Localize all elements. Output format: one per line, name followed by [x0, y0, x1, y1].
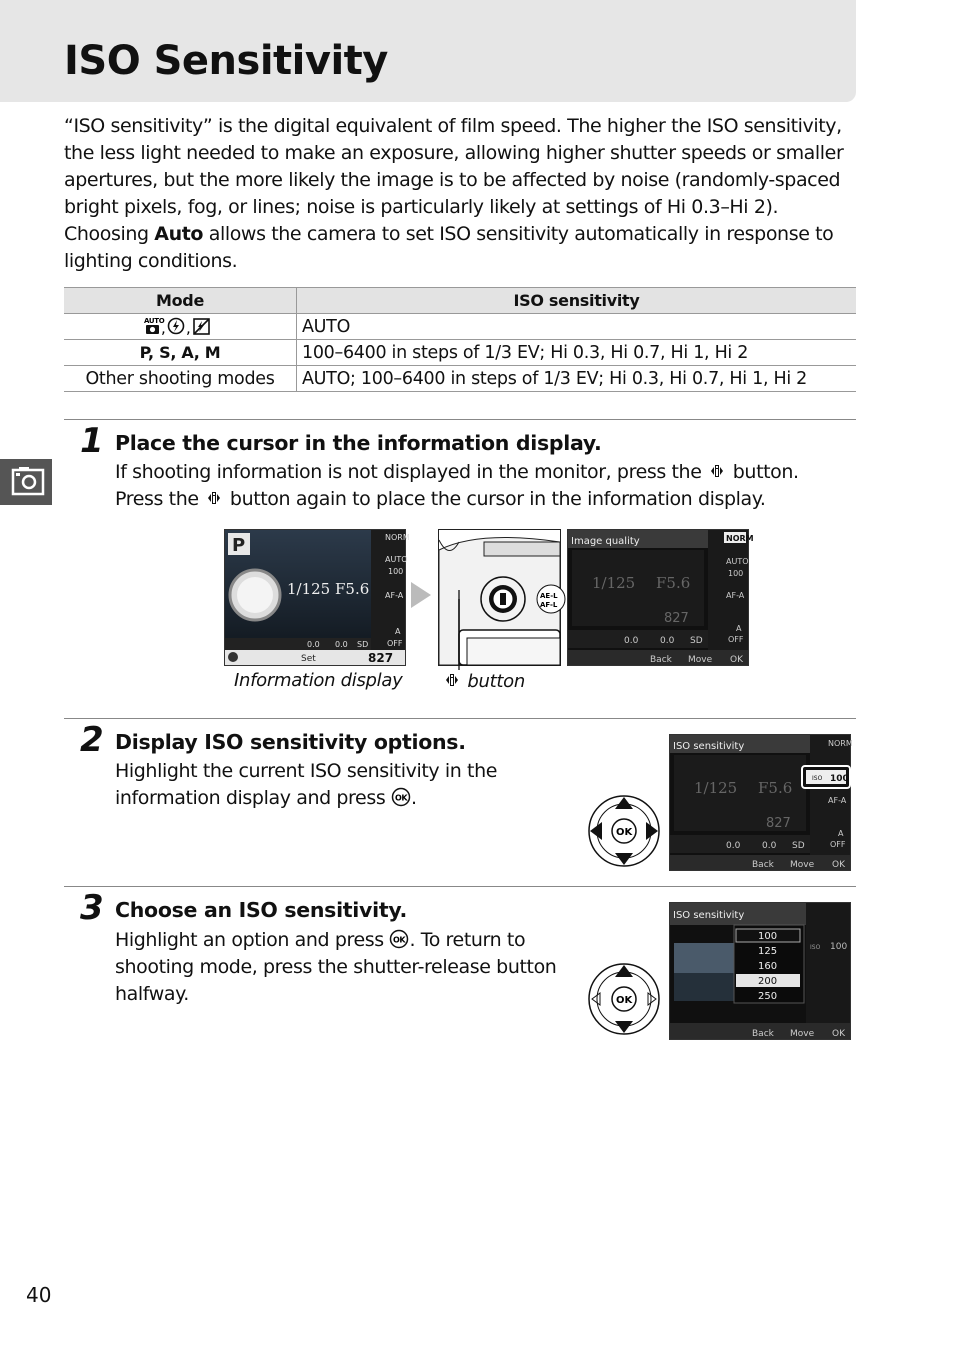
- table-cell-iso: AUTO; 100–6400 in steps of 1/3 EV; Hi 0.3, Hi 0.7, Hi 1, Hi 2: [297, 366, 857, 392]
- ok-label: OK: [832, 1029, 845, 1039]
- side-adl: A: [395, 627, 401, 636]
- move-label: Move: [790, 1029, 815, 1039]
- bottom-val-1: 0.0: [726, 841, 741, 851]
- camera-icon: [0, 459, 52, 505]
- step-2-number: 2: [80, 720, 103, 760]
- bottom-val-2: 0.0: [335, 640, 348, 649]
- iso-value-highlight: 100: [830, 774, 849, 784]
- shutter-dim: 1/125: [694, 779, 738, 797]
- intro-auto-bold: Auto: [154, 223, 204, 245]
- step-3-text-b: . To return to: [409, 929, 526, 951]
- side-adl: A: [736, 624, 742, 633]
- iso-option[interactable]: 250: [758, 991, 778, 1002]
- frames-dim: 827: [664, 611, 689, 626]
- side-qual: NORM: [828, 739, 853, 748]
- no-flash-icon: [194, 319, 209, 334]
- ae-l-label: AE-L: [540, 592, 558, 600]
- table-cell-mode: [64, 314, 297, 340]
- screen-title: ISO sensitivity: [673, 910, 745, 921]
- info-button-icon: [204, 488, 224, 508]
- caption-information-display: Information display: [234, 670, 403, 691]
- image-quality-screen: [567, 529, 754, 666]
- move-label: Move: [688, 655, 713, 665]
- aperture-value: F5.6: [335, 580, 370, 598]
- side-af: AF-A: [726, 591, 745, 600]
- table-row: [64, 314, 856, 340]
- table-header-iso: ISO sensitivity: [297, 288, 857, 314]
- iso-list-screen: [669, 902, 851, 1040]
- iso-mode-table: [64, 287, 856, 392]
- step-2-divider: [64, 718, 856, 719]
- step-2-line-2: information display and press: [115, 787, 391, 809]
- svg-text:OK: OK: [393, 935, 406, 945]
- side-qual: NORM: [385, 533, 410, 542]
- step-1-text-c: Press the: [115, 488, 205, 510]
- ok-button-icon: [391, 787, 411, 807]
- step-3-body: [115, 927, 585, 1008]
- screen-title: Image quality: [571, 536, 640, 547]
- back-label: Back: [752, 860, 774, 870]
- ok-label: OK: [832, 860, 845, 870]
- table-header-mode: Mode: [64, 288, 297, 314]
- qual-highlight: NORM: [726, 534, 754, 543]
- svg-text:ISO: ISO: [810, 944, 821, 951]
- caption-button-text: button: [462, 671, 525, 692]
- step-1-heading: Place the cursor in the information display.: [115, 431, 602, 455]
- section-side-tab: [0, 459, 52, 505]
- page-number: 40: [26, 1283, 52, 1307]
- iso-option[interactable]: 160: [758, 961, 778, 972]
- mode-p: P: [232, 535, 246, 556]
- frames-dim: 827: [766, 816, 791, 831]
- ok-button-icon: [389, 929, 409, 949]
- flash-off-icon: [169, 319, 184, 334]
- set-label: Set: [301, 654, 316, 664]
- step-1-text-b: button.: [727, 461, 799, 483]
- step-3-divider: [64, 886, 856, 887]
- info-button-icon: [442, 670, 462, 690]
- multi-selector-icon: [587, 794, 661, 868]
- svg-text:AUTO: AUTO: [144, 317, 165, 325]
- step-3-heading: Choose an ISO sensitivity.: [115, 898, 407, 922]
- info-button-icon: [707, 461, 727, 481]
- step-1-text-a: If shooting information is not displayed in the monitor, press the: [115, 461, 708, 483]
- step-1-number: 1: [80, 421, 103, 461]
- caption-leader-line: [455, 590, 463, 672]
- bottom-val-3: SD: [357, 640, 369, 649]
- svg-text:,: ,: [161, 319, 166, 337]
- bottom-val-2: 0.0: [762, 841, 777, 851]
- side-iso: 100: [388, 567, 404, 576]
- shutter-speed: 1/125: [287, 580, 331, 598]
- table-row: [64, 340, 856, 366]
- move-label: Move: [790, 860, 815, 870]
- svg-text:ISO: ISO: [812, 775, 823, 782]
- iso-option[interactable]: 200: [758, 976, 778, 987]
- step-3-line-3: halfway.: [115, 983, 189, 1005]
- caption-info-button: [442, 670, 525, 692]
- intro-paragraph-1: “ISO sensitivity” is the digital equivalent of film speed. The higher the ISO sensitivity, the less light needed to make an exposure, allowing higher shutter speeds or smaller apertures, but the more likely the image is to be affected by noise (randomly-spaced bright pixels, fog, or lines; noise is particularly likely at settings of Hi 0.3–Hi 2).: [64, 115, 844, 218]
- side-af: AF-A: [385, 591, 404, 600]
- step-1-divider: [64, 419, 856, 420]
- svg-text:,: ,: [186, 319, 191, 337]
- step-2-heading: Display ISO sensitivity options.: [115, 730, 466, 754]
- step-1-text-d: button again to place the cursor in the information display.: [224, 488, 766, 510]
- bottom-val-3: SD: [792, 841, 805, 851]
- current-iso-value: 100: [830, 942, 848, 952]
- svg-text:OK: OK: [394, 793, 408, 803]
- intro-paragraph-2: [64, 221, 859, 275]
- back-label: Back: [650, 655, 672, 665]
- back-label: Back: [752, 1029, 774, 1039]
- intro-text-a: Choosing: [64, 223, 155, 245]
- af-l-label: AF-L: [540, 601, 558, 609]
- frames-remaining: 827: [368, 651, 394, 665]
- bottom-val-2: 0.0: [660, 636, 675, 646]
- screen-title: ISO sensitivity: [673, 741, 745, 752]
- step-3-text-a: Highlight an option and press: [115, 929, 390, 951]
- table-header-row: [64, 288, 856, 314]
- side-bkt: OFF: [387, 639, 403, 648]
- bottom-val-1: 0.0: [307, 640, 320, 649]
- multi-selector-up-down-icon: [587, 962, 661, 1036]
- side-bkt: OFF: [728, 635, 744, 644]
- step-3-number: 3: [80, 888, 103, 928]
- step-2-line-1: Highlight the current ISO sensitivity in the: [115, 760, 498, 782]
- intro-text: [64, 113, 859, 275]
- arrow-right-icon: [409, 580, 433, 610]
- info-display-screen: [224, 529, 410, 666]
- selector-ok-label: OK: [616, 827, 633, 838]
- table-cell-iso: 100–6400 in steps of 1/3 EV; Hi 0.3, Hi 0.7, Hi 1, Hi 2: [297, 340, 857, 366]
- table-cell-mode: P, S, A, M: [64, 340, 297, 366]
- side-wb: AUTO: [385, 555, 408, 564]
- page-title: ISO Sensitivity: [64, 38, 388, 84]
- side-iso: 100: [728, 569, 744, 578]
- iso-option[interactable]: 100: [758, 931, 778, 942]
- aperture-dim: F5.6: [758, 779, 793, 797]
- intro-text-b: allows the camera to set ISO sensitivity automatically in response to lighting conditions.: [64, 223, 834, 272]
- table-cell-iso: AUTO: [297, 314, 857, 340]
- iso-option[interactable]: 125: [758, 946, 778, 957]
- side-wb: AUTO: [726, 557, 749, 566]
- side-af: AF-A: [828, 796, 847, 805]
- side-adl: A: [838, 829, 844, 838]
- aperture-dim: F5.6: [656, 574, 691, 592]
- step-1-body: [115, 459, 855, 513]
- step-2-body: [115, 758, 575, 812]
- bottom-val-3: SD: [690, 636, 703, 646]
- iso-highlight-screen: [669, 734, 851, 871]
- table-row: [64, 366, 856, 392]
- table-cell-mode: Other shooting modes: [64, 366, 297, 392]
- ok-label: OK: [730, 655, 743, 665]
- shutter-dim: 1/125: [592, 574, 636, 592]
- step-2-period: .: [410, 787, 417, 809]
- selector-ok-label: OK: [616, 995, 633, 1006]
- side-bkt: OFF: [830, 840, 846, 849]
- bottom-val-1: 0.0: [624, 636, 639, 646]
- step-3-line-2: shooting mode, press the shutter-release button: [115, 956, 557, 978]
